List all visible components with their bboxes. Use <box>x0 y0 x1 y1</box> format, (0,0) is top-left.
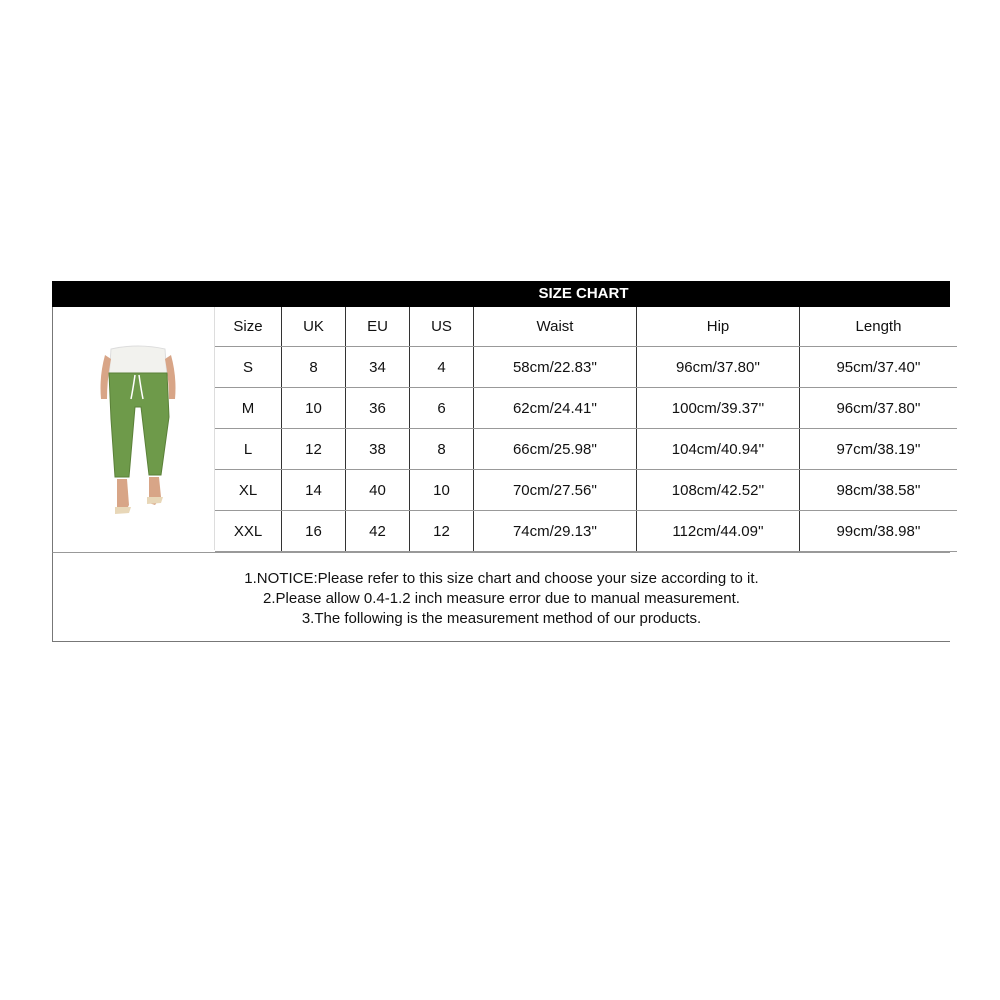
cell-hip: 100cm/39.37'' <box>637 388 800 429</box>
cell-waist: 70cm/27.56'' <box>474 470 637 511</box>
table-row <box>215 511 957 552</box>
note-line-3: 3.The following is the measurement method of our products. <box>301 610 702 627</box>
table-header-row <box>215 307 957 347</box>
col-header-eu: EU <box>346 307 410 347</box>
cell-uk: 12 <box>282 429 346 470</box>
size-chart-title: SIZE CHART <box>52 281 950 307</box>
cell-length: 97cm/38.19'' <box>800 429 958 470</box>
cell-eu: 36 <box>346 388 410 429</box>
cell-size: L <box>215 429 282 470</box>
cell-hip: 104cm/40.94'' <box>637 429 800 470</box>
cell-size: XL <box>215 470 282 511</box>
cell-uk: 16 <box>282 511 346 552</box>
cell-us: 4 <box>410 347 474 388</box>
cell-length: 99cm/38.98'' <box>800 511 958 552</box>
cell-eu: 42 <box>346 511 410 552</box>
cell-us: 12 <box>410 511 474 552</box>
cell-uk: 8 <box>282 347 346 388</box>
cell-size: M <box>215 388 282 429</box>
product-photo <box>53 307 215 550</box>
col-header-waist: Waist <box>474 307 637 347</box>
cell-eu: 34 <box>346 347 410 388</box>
cell-hip: 112cm/44.09'' <box>637 511 800 552</box>
note-line-1: 1.NOTICE:Please refer to this size chart and choose your size according to it. <box>244 570 759 587</box>
col-header-uk: UK <box>282 307 346 347</box>
cell-eu: 38 <box>346 429 410 470</box>
cell-uk: 10 <box>282 388 346 429</box>
cell-size: S <box>215 347 282 388</box>
cell-waist: 62cm/24.41'' <box>474 388 637 429</box>
table-row <box>215 388 957 429</box>
col-header-size: Size <box>215 307 282 347</box>
cell-us: 6 <box>410 388 474 429</box>
cell-size: XXL <box>215 511 282 552</box>
cell-uk: 14 <box>282 470 346 511</box>
table-row <box>215 347 957 388</box>
cell-waist: 58cm/22.83'' <box>474 347 637 388</box>
col-header-length: Length <box>800 307 958 347</box>
cell-length: 96cm/37.80'' <box>800 388 958 429</box>
table-row <box>215 470 957 511</box>
green-pants-illustration <box>53 307 215 550</box>
size-chart-body <box>52 307 950 552</box>
cell-hip: 96cm/37.80'' <box>637 347 800 388</box>
size-table <box>215 307 957 552</box>
notes-section <box>52 552 950 642</box>
cell-eu: 40 <box>346 470 410 511</box>
cell-length: 95cm/37.40'' <box>800 347 958 388</box>
col-header-hip: Hip <box>637 307 800 347</box>
cell-us: 10 <box>410 470 474 511</box>
cell-waist: 74cm/29.13'' <box>474 511 637 552</box>
cell-us: 8 <box>410 429 474 470</box>
size-chart <box>52 281 950 642</box>
col-header-us: US <box>410 307 474 347</box>
cell-hip: 108cm/42.52'' <box>637 470 800 511</box>
cell-waist: 66cm/25.98'' <box>474 429 637 470</box>
table-row <box>215 429 957 470</box>
cell-length: 98cm/38.58'' <box>800 470 958 511</box>
note-line-2: 2.Please allow 0.4-1.2 inch measure error due to manual measurement. <box>263 590 740 607</box>
